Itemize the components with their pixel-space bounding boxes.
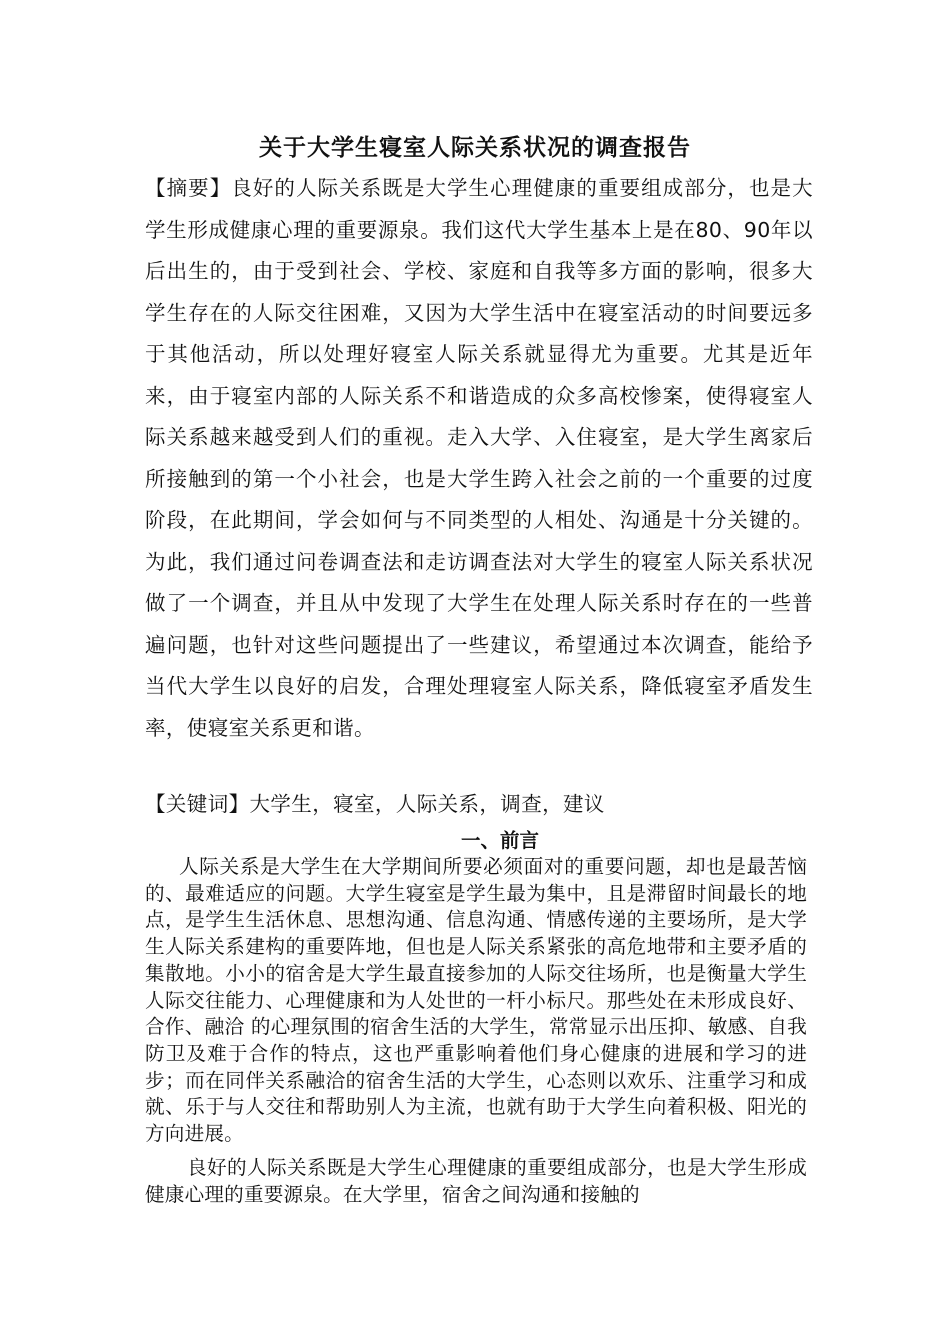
keywords-line: 【关键词】大学生，寝室，人际关系，调查，建议: [145, 792, 605, 816]
section-heading-preface: 一、前言: [460, 829, 539, 852]
body-paragraph: 良好的人际关系既是大学生心理健康的重要组成部分，也是大学生形成健康心理的重要源泉。在大学里，宿舍之间沟通和接触的: [145, 1156, 807, 1206]
document-title: 关于大学生寝室人际关系状况的调查报告: [259, 135, 691, 161]
abstract-paragraph: 【摘要】良好的人际关系既是大学生心理健康的重要组成部分，也是大学生形成健康心理的重要源泉。我们这代大学生基本上是在80、90年以后出生的，由于受到社会、学校、家庭和自我等多方面的影响，很多大学生存在的人际交往困难，又因为大学生活中在寝室活动的时间要远多于其他活动，所以处理好寝室人际关系就显得尤为重要。尤其是近年来，由于寝室内部的人际关系不和谐造成的众多高校惨案，使得寝室人际关系越来越受到人们的重视。走入大学、入住寝室，是大学生离家后所接触到的第一个小社会，也是大学生跨入社会之前的一个重要的过度阶段，在此期间，学会如何与不同类型的人相处、沟通是十分关键的。为此，我们通过问卷调查法和走访调查法对大学生的寝室人际关系状况做了一个调查，并且从中发现了大学生在处理人际关系时存在的一些普遍问题，也针对这些问题提出了一些建议，希望通过本次调查，能给予当代大学生以良好的启发，合理处理寝室人际关系，降低寝室矛盾发生率，使寝室关系更和谐。: [145, 176, 813, 740]
body-paragraph: 人际关系是大学生在大学期间所要必须面对的重要问题，却也是最苦恼的、最难适应的问题。大学生寝室是学生最为集中，且是滞留时间最长的地点，是学生生活休息、思想沟通、信息沟通、情感传递的主要场所，是大学生人际关系建构的重要阵地，但也是人际关系紧张的高危地带和主要矛盾的集散地。小小的宿舍是大学生最直接参加的人际交往场所，也是衡量大学生人际交往能力、心理健康和为人处世的一杆小标尺。那些处在未形成良好、合作、融洽 的心理氛围的宿舍生活的大学生，常常显示出压抑、敏感、自我防卫及难于合作的特点，这也严重影响着他们身心健康的进展和学习的进步；而在同伴关系融洽的宿舍生活的大学生，心态则以欢乐、注重学习和成就、乐于与人交往和帮助别人为主流，也就有助于大学生向着积极、阳光的方向进展。: [145, 855, 807, 1146]
